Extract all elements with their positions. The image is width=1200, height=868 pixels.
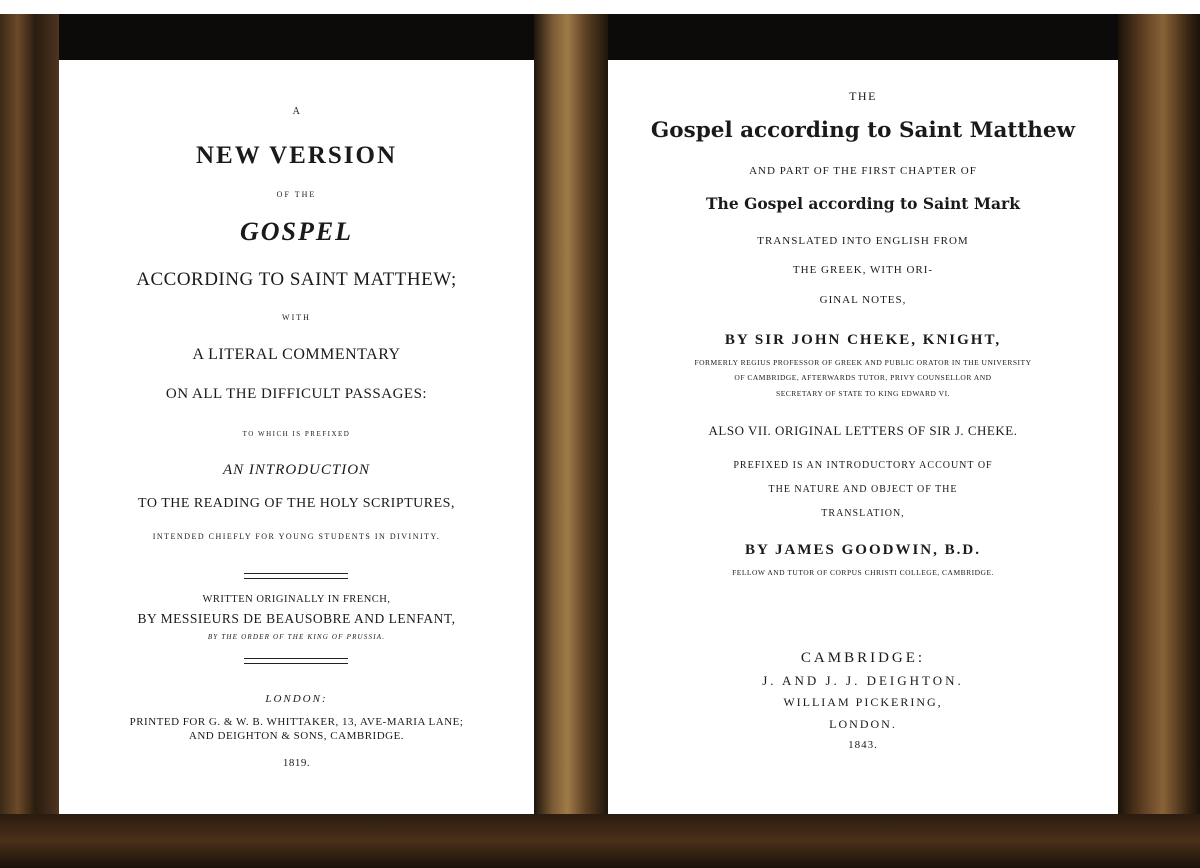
title-new-version: NEW VERSION bbox=[196, 142, 397, 169]
title-greek: THE GREEK, WITH ORI- bbox=[792, 264, 934, 276]
title-page-1843 bbox=[608, 60, 1118, 814]
imprint-year: 1843. bbox=[848, 739, 878, 751]
author-secretary: SECRETARY OF STATE TO KING EDWARD VI. bbox=[776, 389, 950, 398]
title-prefixed: PREFIXED IS AN INTRODUCTORY ACCOUNT OF bbox=[733, 460, 993, 471]
title-according: ACCORDING TO SAINT MATTHEW; bbox=[136, 269, 457, 290]
author-goodwin: BY JAMES GOODWIN, B.D. bbox=[745, 542, 981, 558]
title-also: ALSO VII. ORIGINAL LETTERS OF SIR J. CHEKE. bbox=[708, 423, 1018, 438]
decorative-rule bbox=[244, 658, 348, 664]
title-nature: THE NATURE AND OBJECT OF THE bbox=[768, 484, 958, 495]
imprint-printed: PRINTED FOR G. & W. B. WHITTAKER, 13, AVE-MARIA LANE; bbox=[129, 716, 464, 728]
book-spine bbox=[1118, 14, 1200, 868]
title-translation: TRANSLATION, bbox=[821, 508, 905, 519]
title-literal-commentary: A LITERAL COMMENTARY bbox=[192, 346, 401, 363]
title-messieurs: BY MESSIEURS DE BEAUSOBRE AND LENFANT, bbox=[137, 611, 456, 626]
title-page-1819 bbox=[59, 60, 534, 814]
decorative-rule bbox=[244, 573, 348, 579]
imprint-year: 1819. bbox=[282, 757, 311, 769]
title-reading: TO THE READING OF THE HOLY SCRIPTURES, bbox=[138, 496, 455, 511]
title-a: A bbox=[292, 106, 301, 117]
title-with: WITH bbox=[282, 313, 311, 322]
imprint-deighton: J. AND J. J. DEIGHTON. bbox=[762, 673, 964, 688]
title-gospel-matthew: Gospel according to Saint Matthew bbox=[650, 118, 1076, 143]
book-spine bbox=[0, 14, 59, 868]
title-introduction: AN INTRODUCTION bbox=[222, 462, 371, 478]
author-fellow: FELLOW AND TUTOR OF CORPUS CHRISTI COLLEGE, CAMBRIDGE. bbox=[732, 568, 994, 577]
title-translated: TRANSLATED INTO ENGLISH FROM bbox=[757, 235, 969, 247]
title-ginal: GINAL NOTES, bbox=[819, 294, 907, 306]
title-of-the: OF THE bbox=[276, 190, 317, 199]
imprint-deighton: AND DEIGHTON & SONS, CAMBRIDGE. bbox=[188, 730, 405, 742]
imprint-cambridge: CAMBRIDGE: bbox=[800, 650, 926, 666]
author-of-cambridge: OF CAMBRIDGE, AFTERWARDS TUTOR, PRIVY COUNSELLOR AND bbox=[734, 373, 992, 382]
book-spine bbox=[534, 14, 608, 868]
title-and-part: AND PART OF THE FIRST CHAPTER OF bbox=[749, 165, 977, 177]
title-the: THE bbox=[849, 89, 877, 103]
title-intended: INTENDED CHIEFLY FOR YOUNG STUDENTS IN DIVINITY. bbox=[152, 532, 441, 541]
author-cheke: BY SIR JOHN CHEKE, KNIGHT, bbox=[724, 332, 1002, 348]
imprint-london: LONDON: bbox=[265, 693, 328, 705]
top-white-strip bbox=[0, 0, 1200, 14]
title-gospel: GOSPEL bbox=[239, 217, 354, 246]
title-gospel-mark: The Gospel according to Saint Mark bbox=[706, 194, 1020, 213]
title-written: WRITTEN ORIGINALLY IN FRENCH, bbox=[202, 594, 391, 605]
imprint-london: LONDON. bbox=[829, 717, 897, 731]
shelf-bottom bbox=[0, 814, 1200, 868]
title-difficult-passages: ON ALL THE DIFFICULT PASSAGES: bbox=[165, 386, 428, 402]
title-order: BY THE ORDER OF THE KING OF PRUSSIA. bbox=[207, 633, 386, 641]
imprint-pickering: WILLIAM PICKERING, bbox=[783, 695, 943, 709]
title-prefixed: TO WHICH IS PREFIXED bbox=[242, 430, 351, 438]
author-formerly: FORMERLY REGIUS PROFESSOR OF GREEK AND PUBLIC ORATOR IN THE UNIVERSITY bbox=[694, 358, 1032, 367]
